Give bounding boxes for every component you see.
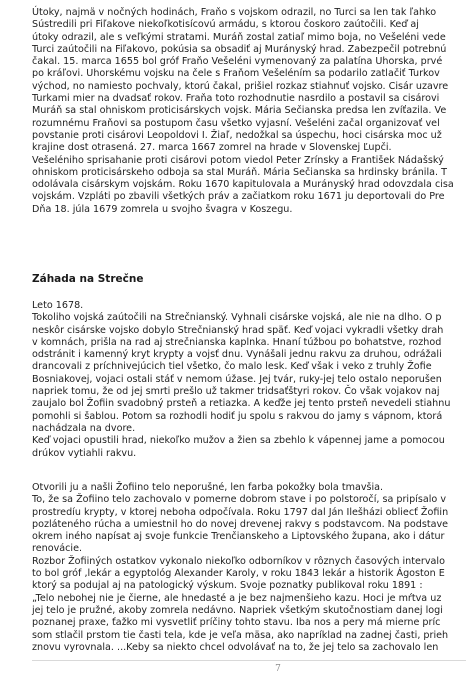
text-line: odstránit i kamenný kryt krypty a vojsť dnu. Vynášali jednu rakvu za druhou, odrážali (32, 349, 442, 361)
text-line: Turci zaútočili na Fiľakovo, pokúsia sa obsadiť aj Murányský hrad. Zabezpečil potrebnú (32, 43, 447, 55)
text-line: Dňa 18. júla 1679 zomrela u svojho švagra v Koszegu. (32, 203, 293, 215)
text-line: Muráň sa stal ohniskom proticisárskych vojsk. Mária Sečianska predsa len zvíťazila. Ve (32, 105, 447, 117)
text-line: drancovali z príchnivejúcich tiel všetko, čo malo lesk. Keď však i veko z truhly Žofie (32, 361, 432, 373)
text-line: vojskám. Vzpláti po zbavili všetkých práv a začiatkom roku 1671 ju deportovali do Pre (32, 191, 445, 203)
text-line: Otvorili ju a našli Žofiino telo neporušné, len farba pokožky bola tmavšia. (32, 482, 384, 493)
text-line: ohniskom proticisárskeho odboja sa stal Muráň. Mária Sečianska sa hrdinsky bránila. T (32, 166, 447, 178)
text-line: po kráľovi. Uhorskému vojsku na čele s Fraňom Vešeléním sa podarilo zatlačiť Turkov (32, 68, 440, 80)
text-line: Leto 1678. (32, 300, 84, 311)
text-line: Útoky, najmä v nočných hodinách, Fraňo s vojskom odrazil, no Turci sa len tak ľahko (32, 7, 437, 18)
text-line: znovu vyrovnala. ...Keby sa niekto chcel odvolávať na to, že jej telo sa zachovalo len (32, 641, 439, 653)
text-line: krajine dost otrasená. 27. marca 1667 zomrel na hrade v Slovenskej Ľupči. (32, 142, 392, 154)
footer-divider (32, 660, 466, 661)
text-line: nachádzala na dvore. (32, 422, 136, 434)
text-line: to bol gróf ,lekár a egyptológ Alexander Karoly, v roku 1843 lekár a historik Ágoston E (32, 568, 445, 580)
text-line: „Telo nebohej nie je čierne, ale hnedasté a je bez najmenšieho kazu. Hoci je mŕtva uz (32, 592, 442, 604)
text-line: prostredíu krypty, v ktorej neboha odpočívala. Roku 1797 dal Ján Ilešházi obliecť Žofiin (32, 506, 449, 518)
page-number: 7 (275, 664, 281, 674)
text-line: som stlačil prstom tie časti tela, kde je veľa mäsa, ako napríklad na zadnej časti, prieh (32, 629, 449, 641)
text-line: východ, no namiesto pochvaly, ktorú čakal, prišiel rozkaz stiahnuť vojsko. Cisár uzavre (32, 80, 449, 92)
strecno-paragraph (32, 300, 466, 460)
text-line: rozumnému Fraňovi sa postupom času všetko vyjasní. Vešeléni začal organizovať vel (32, 117, 440, 129)
text-line: To, že sa Žofiino telo zachovalo v pomerne dobrom stave i po polstoročí, sa pripísalo v (32, 494, 446, 506)
text-line: v komnách, prišla na rad aj strečnianska kaplnka. Hnaní túžbou po bohatstve, rozhod (32, 336, 442, 348)
text-line: pozláteného rúcha a umiestnil ho do novej drevenej rakvy s podstavcom. Na podstave (32, 518, 449, 530)
text-line: Rozbor Žofiiných ostatkov vykonalo niekoľko odborníkov v rôznych časových intervalo (32, 555, 445, 567)
history-paragraph (32, 7, 466, 216)
remains-paragraph (32, 482, 466, 654)
text-line: Turkami mier na dvadsať rokov. Fraňa toto rozhodnutie nasrdilo a postavil sa cisárovi (32, 93, 440, 105)
text-line: Vešeléniho sprisahanie proti cisárovi potom viedol Peter Zrínsky a František Nádašský (32, 154, 444, 166)
text-line: povstanie proti cisárovi Leopoldovi I. Žiaľ, nedožkal sa úspechu, hoci cisárska moc už (32, 129, 442, 141)
text-line: ktorý sa podujal aj na patologický výskum. Svoje poznatky publikoval roku 1891 : (32, 580, 423, 592)
text-line: poznanej praxe, ťažko mi vysvetliť príčiny tohto stavu. Iba nos a pery má mierne príc (32, 617, 441, 629)
section-heading: Záhada na Strečne (32, 273, 144, 285)
text-line: drúkov vytiahli rakvu. (32, 447, 137, 459)
text-line: Keď vojaci opustili hrad, niekoľko mužov a žien sa zbehlo k vápennej jame a pomocou (32, 435, 445, 447)
text-line: napriek tomu, že od jej smrti prešlo už takmer tridsaťštyri rokov. Čo však vojakov naj (32, 386, 440, 398)
text-line: jej telo je pružné, akoby zomrela nedávno. Napriek všetkým skutočnostiam danej logi (32, 604, 443, 616)
text-line: Sústredili pri Fiľakove niekoľkotisícovú armádu, s ktorou čoskoro zaútočili. Keď aj (32, 19, 419, 31)
text-line: renovácie. (32, 543, 83, 555)
text-line: zaujalo bol Žofiin svadobný prsteň a retiazka. A keďže jej tento prsteň nevedeli stiahnu (32, 398, 451, 410)
text-line: neskôr cisárske vojsko dobylo Strečnianský hrad späť. Keď vojaci vykradli všetky drah (32, 324, 444, 336)
text-line: okrem iného napísat aj svoje funkcie Trenčianskeho a Liptovského župana, ako i dátur (32, 531, 445, 543)
text-line: odolávala cisárskym vojskám. Roku 1670 kapitulovala a Murányský hrad odovzdala cisa (32, 179, 454, 191)
text-line: Bosniakovej, vojaci ostali stáť v nemom úžase. Jej tvár, ruky-jej telo ostalo neporušen (32, 373, 442, 385)
text-line: Tokoliho vojská zaútočili na Strečnianský. Vyhnali cisárske vojská, ale nie na dlho. O p (32, 312, 442, 324)
text-line: útoky odrazil, ale s veľkými stratami. Muráň zostal zatiaľ mimo boja, no Vešeléni vede (32, 31, 446, 43)
text-line: čakal. 15. marca 1655 bol gróf Fraňo Vešeléni vymenovaný za palatína Uhorska, prvé (32, 56, 443, 68)
text-line: pomohli si šablou. Potom sa rozhodli hodiť ju spolu s rakvou do jamy s vápnom, ktorá (32, 410, 443, 422)
